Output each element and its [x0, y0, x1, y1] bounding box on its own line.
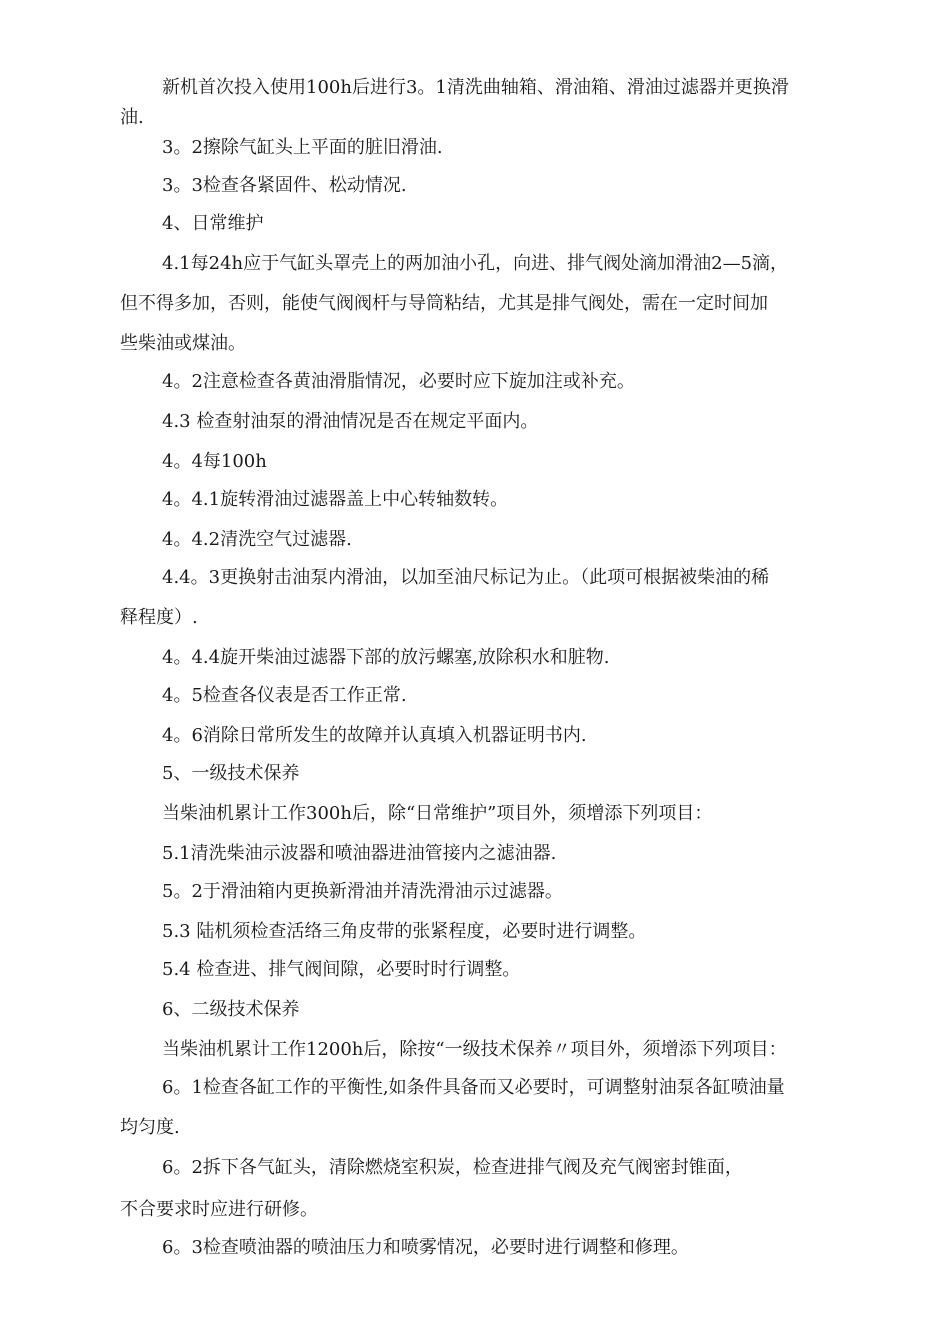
section-heading: 5、一级技术保养	[162, 763, 300, 784]
text-line: 但不得多加，否则，能使气阀阀杆与导筒粘结，尤其是排气阀处，需在一定时间加	[120, 293, 768, 314]
section-heading: 4、日常维护	[162, 213, 264, 234]
text-line: 4。4.4旋开柴油过滤器下部的放污螺塞,放除积水和脏物.	[162, 647, 610, 668]
text-line: 3。2擦除气缸头上平面的脏旧滑油.	[162, 137, 443, 158]
text-line: 些柴油或煤油。	[120, 333, 246, 354]
text-line: 4.3 检查射油泵的滑油情况是否在规定平面内。	[162, 411, 539, 432]
text-line: 5.3 陆机须检查活络三角皮带的张紧程度，必要时进行调整。	[162, 921, 647, 942]
text-line: 不合要求时应进行研修。	[120, 1199, 318, 1220]
text-line: 5.4 检查进、排气阀间隙，必要时时行调整。	[162, 959, 521, 980]
text-line: 6。1检查各缸工作的平衡性,如条件具备而又必要时，可调整射油泵各缸喷油量	[162, 1077, 785, 1098]
text-line: 油.	[120, 107, 144, 128]
text-line: 3。3检查各紧固件、松动情况.	[162, 175, 407, 196]
text-line: 4。4每100h	[162, 451, 267, 472]
text-line: 6。3检查喷油器的喷油压力和喷雾情况，必要时进行调整和修理。	[162, 1237, 689, 1258]
text-line: 释程度）.	[120, 607, 198, 628]
section-heading: 6、二级技术保养	[162, 999, 300, 1020]
text-line: 4。4.1旋转滑油过滤器盖上中心转轴数转。	[162, 489, 509, 510]
text-line: 4。6消除日常所发生的故障并认真填入机器证明书内.	[162, 725, 587, 746]
text-line: 4.4。3更换射击油泵内滑油，以加至油尺标记为止。（此项可根据被柴油的稀	[162, 567, 770, 588]
text-line: 当柴油机累计工作1200h后，除按“一级技术保养〃项目外，须增添下列项目：	[162, 1039, 787, 1060]
text-line: 4。2注意检查各黄油滑脂情况，必要时应下旋加注或补充。	[162, 371, 635, 392]
text-line: 5.1清洗柴油示波器和喷油器进油管接内之滤油器.	[162, 843, 557, 864]
text-line: 新机首次投入使用100h后进行3。1清洗曲轴箱、滑油箱、滑油过滤器并更换滑	[162, 77, 789, 98]
text-line: 均匀度.	[120, 1117, 180, 1138]
text-line: 5。2于滑油箱内更换新滑油并清洗滑油示过滤器。	[162, 881, 563, 902]
text-line: 4。4.2清洗空气过滤器.	[162, 529, 352, 550]
text-line: 当柴油机累计工作300h后，除“日常维护”项目外，须增添下列项目：	[162, 803, 713, 824]
text-line: 6。2拆下各气缸头，清除燃烧室积炭，检查进排气阀及充气阀密封锥面，	[162, 1157, 743, 1178]
text-line: 4.1每24h应于气缸头罩壳上的两加油小孔，向进、排气阀处滴加滑油2—5滴，	[162, 253, 789, 274]
text-line: 4。5检查各仪表是否工作正常.	[162, 685, 407, 706]
